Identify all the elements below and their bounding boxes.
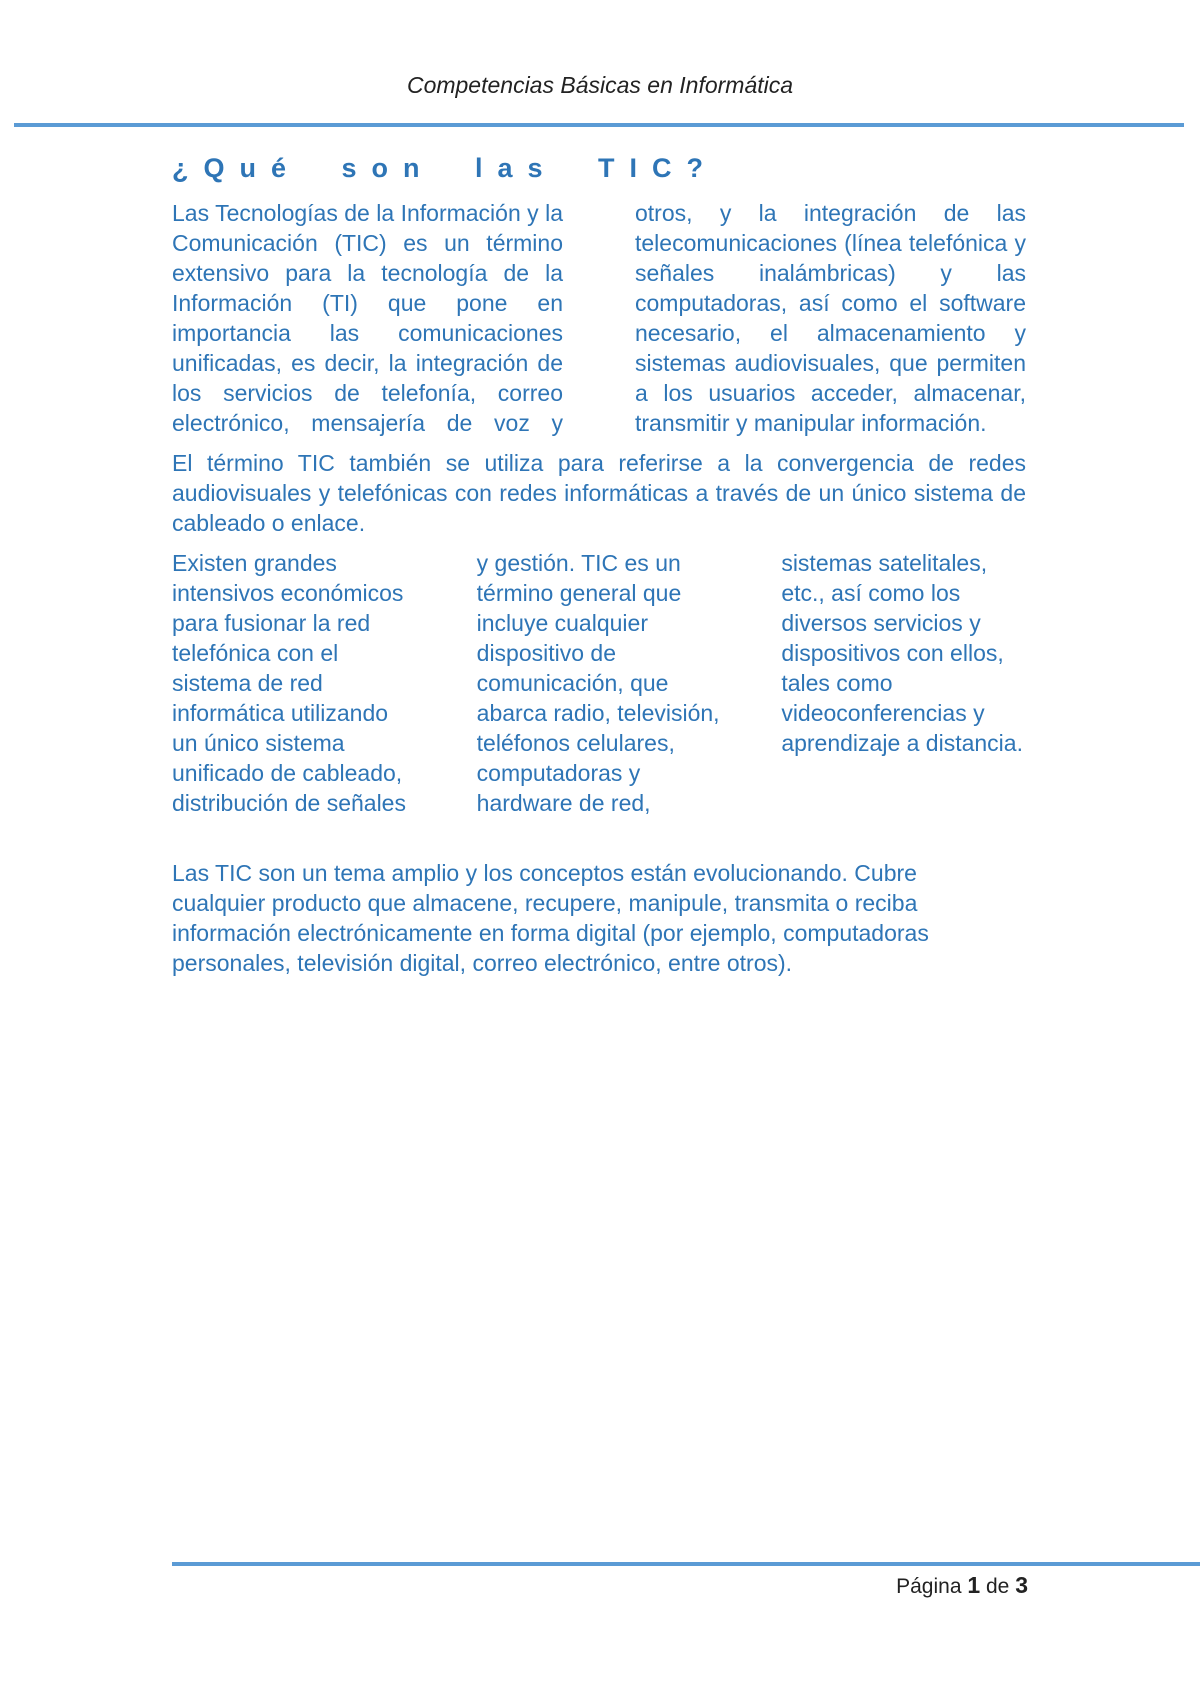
paragraph-economic-incentives: Existen grandes intensivos económicos para fusionar la red telefónica con el sistema de red informática utilizando un único sistema unificado de cableado, distribución de señales y gestión. TIC es un término general que incluye cualquier dispositivo de comunicación, que abarca radio, televisión, teléfonos celulares, computadoras y hardware de red, sistemas satelitales, etc., así como los diversos servicios y dispositivos con ellos, tales como videoconferencias y aprendizaje a distancia.: [172, 550, 1023, 816]
page-word: Página: [896, 1575, 962, 1598]
document-body: [172, 150, 1026, 978]
paragraph-broad-topic: Las TIC son un tema amplio y los conceptos están evolucionando. Cubre cualquier producto que almacene, recupere, manipule, transmita o reciba información electrónicamente en forma digital (por ejemplo, computadoras personales, televisión digital, correo electrónico, entre otros).: [172, 860, 929, 976]
section-heading: ¿Qué son las TIC?: [172, 153, 719, 183]
current-page-number: 1: [967, 1572, 981, 1598]
running-header: Competencias Básicas en Informática: [406, 72, 794, 98]
total-pages-number: 3: [1015, 1572, 1028, 1598]
header-divider: [14, 123, 1184, 127]
paragraph-convergence: El término TIC también se utiliza para referirse a la convergencia de redes audiovisuales y telefónicas con redes informáticas a través de un único sistema de cableado o enlace.: [172, 450, 1026, 536]
of-word: de: [986, 1575, 1010, 1598]
three-column-section: [172, 548, 1026, 848]
paragraph-tic-definition: Las Tecnologías de la Información y la Comunicación (TIC) es un término extensivo para la tecnología de la Información (TI) que pone en importancia las comunicaciones unificadas, es decir, la integración de los servicios de telefonía, correo electrónico, mensajería de voz y otros, y la integración de las telecomunicaciones (línea telefónica y señales inalámbricas) y las computadoras, así como el software necesario, el almacenamiento y sistemas audiovisuales, que permiten a los usuarios acceder, almacenar, transmitir y manipular información.: [172, 200, 1026, 436]
two-column-section: [172, 198, 1026, 438]
footer-divider: [172, 1562, 1200, 1566]
page-number: [896, 1572, 1028, 1599]
